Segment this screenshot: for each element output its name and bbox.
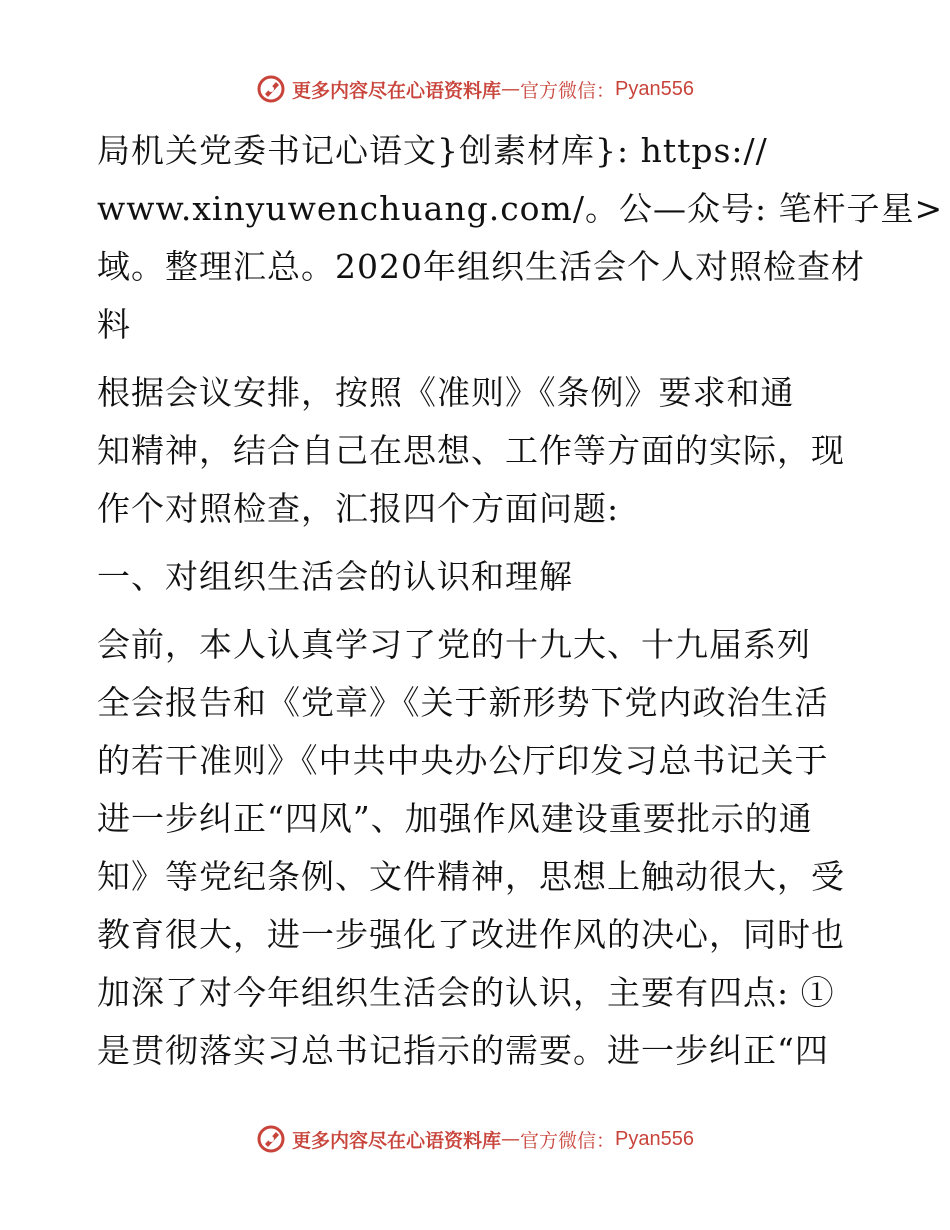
watermark-wechat-id: Pyan556 xyxy=(615,77,694,100)
title-line: 料 xyxy=(97,305,131,344)
watermark-wechat-id: Pyan556 xyxy=(615,1127,694,1150)
brush-seal-icon xyxy=(256,74,286,104)
body-line: 加深了对今年组织生活会的认识，主要有四点: ① xyxy=(97,973,835,1012)
heading-line: 一、对组织生活会的认识和理解 xyxy=(97,557,573,596)
body-line: 是贯彻落实习总书记指示的需要。进一步纠正“四 xyxy=(97,1031,829,1070)
body-line: 全会报告和《党章》《关于新形势下党内政治生活 xyxy=(97,683,829,722)
body-line: 知》等党纪条例、文件精神，思想上触动很大，受 xyxy=(97,857,845,896)
watermark-label: 官方微信： xyxy=(520,79,616,102)
document-body xyxy=(97,122,944,1080)
document-title xyxy=(97,122,944,354)
watermark-separator: — xyxy=(501,78,521,100)
intro-line: 根据会议安排，按照《准则》《条例》要求和通 xyxy=(97,373,795,412)
intro-line: 作个对照检查，汇报四个方面问题: xyxy=(97,489,620,528)
body-line: 会前，本人认真学习了党的十九大、十九届系列 xyxy=(97,625,811,664)
watermark-brand-text: 更多内容尽在心语资料库 xyxy=(292,1129,502,1152)
section-heading xyxy=(97,548,857,606)
footer-watermark xyxy=(0,1122,950,1156)
watermark-brand-text: 更多内容尽在心语资料库 xyxy=(292,79,502,102)
title-line: 局机关党委书记心语文}创素材库}: https:// xyxy=(97,131,768,170)
body-paragraph xyxy=(97,616,857,1080)
body-line: 教育很大，进一步强化了改进作风的决心，同时也 xyxy=(97,915,845,954)
header-watermark xyxy=(0,72,950,106)
body-line: 的若干准则》《中共中央办公厅印发习总书记关于 xyxy=(97,741,829,780)
watermark-separator: — xyxy=(501,1128,521,1150)
title-line: 域。整理汇总。2020年组织生活会个人对照检查材 xyxy=(97,247,865,286)
title-line: www.xinyuwenchuang.com/。公—众号: 笔杆子星> xyxy=(97,189,944,228)
body-line: 进一步纠正“四风”、加强作风建设重要批示的通 xyxy=(97,799,813,838)
intro-paragraph xyxy=(97,364,857,538)
watermark-label: 官方微信： xyxy=(520,1129,616,1152)
intro-line: 知精神，结合自己在思想、工作等方面的实际，现 xyxy=(97,431,845,470)
brush-seal-icon xyxy=(256,1124,286,1154)
